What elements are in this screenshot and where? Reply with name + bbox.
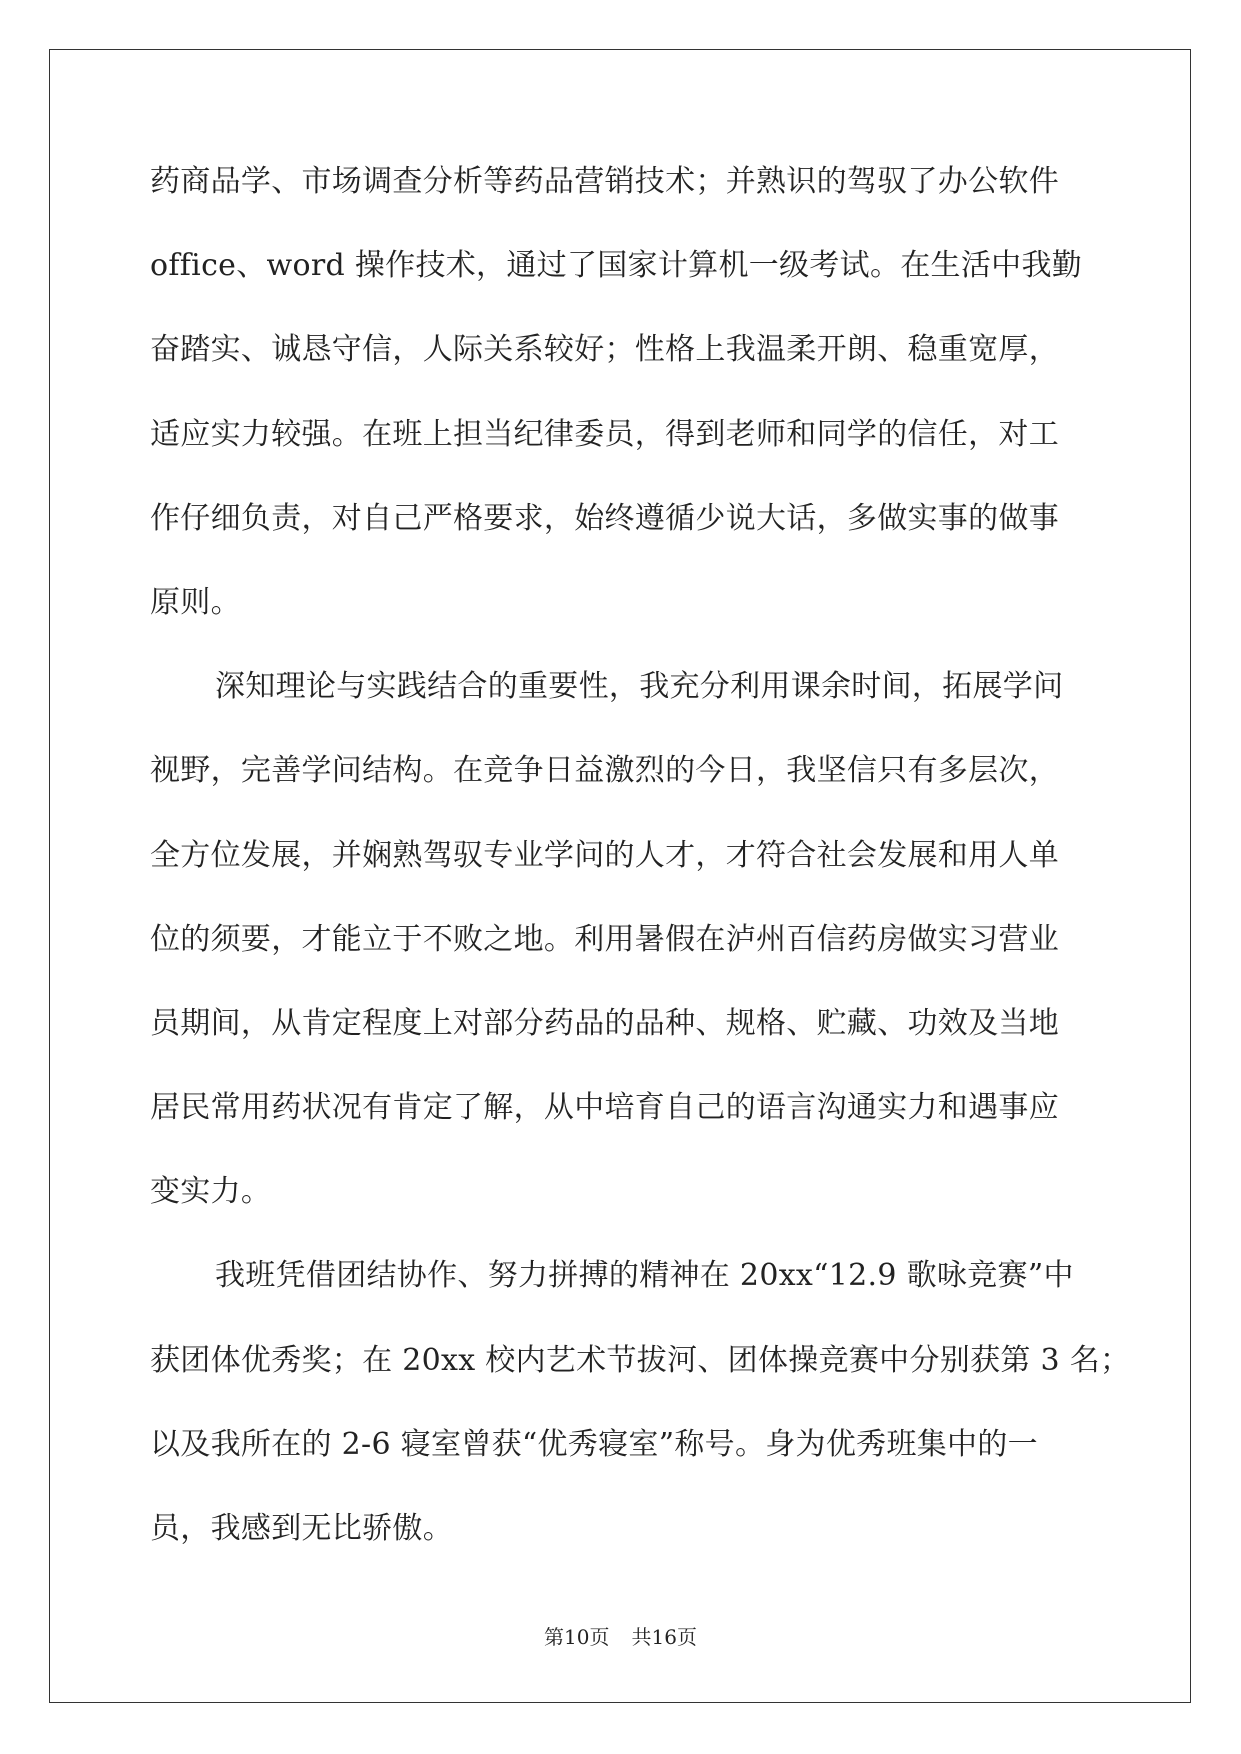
text-line: 作仔细负责，对自己严格要求，始终遵循少说大话，多做实事的做事 (150, 500, 1059, 536)
text-line: 变实力。 (150, 1174, 272, 1210)
page-total: 共16页 (631, 1625, 697, 1649)
text-line: 以及我所在的 2-6 寝室曾获“优秀寝室”称号。身为优秀班集中的一 (150, 1426, 1038, 1462)
text-line: office、word 操作技术，通过了国家计算机一级考试。在生活中我勤 (150, 248, 1083, 284)
text-line: 居民常用药状况有肯定了解，从中培育自己的语言沟通实力和遇事应 (150, 1090, 1059, 1126)
page-footer (0, 1621, 1241, 1650)
text-line: 位的须要，才能立于不败之地。利用暑假在泸州百信药房做实习营业 (150, 921, 1059, 957)
document-body (150, 160, 1131, 1591)
text-line: 获团体优秀奖；在 20xx 校内艺术节拔河、团体操竞赛中分别获第 3 名； (150, 1342, 1131, 1378)
text-line: 原则。 (150, 584, 241, 620)
text-line: 药商品学、市场调查分析等药品营销技术；并熟识的驾驭了办公软件 (150, 164, 1059, 199)
paragraph-first-line: 我班凭借团结协作、努力拼搏的精神在 20xx“12.9 歌咏竞赛”中 (215, 1258, 1074, 1294)
text-line: 适应实力较强。在班上担当纪律委员，得到老师和同学的信任，对工 (150, 416, 1059, 452)
text-line: 奋踏实、诚恳守信，人际关系较好；性格上我温柔开朗、稳重宽厚， (150, 332, 1059, 368)
text-line: 员，我感到无比骄傲。 (150, 1511, 453, 1546)
page-number: 第10页 (544, 1625, 610, 1649)
text-line: 视野，完善学问结构。在竞争日益激烈的今日，我坚信只有多层次， (150, 753, 1059, 789)
text-line: 全方位发展，并娴熟驾驭专业学问的人才，才符合社会发展和用人单 (150, 837, 1059, 873)
paragraph-first-line: 深知理论与实践结合的重要性，我充分利用课余时间，拓展学问 (215, 669, 1064, 705)
text-line: 员期间，从肯定程度上对部分药品的品种、规格、贮藏、功效及当地 (150, 1005, 1059, 1041)
